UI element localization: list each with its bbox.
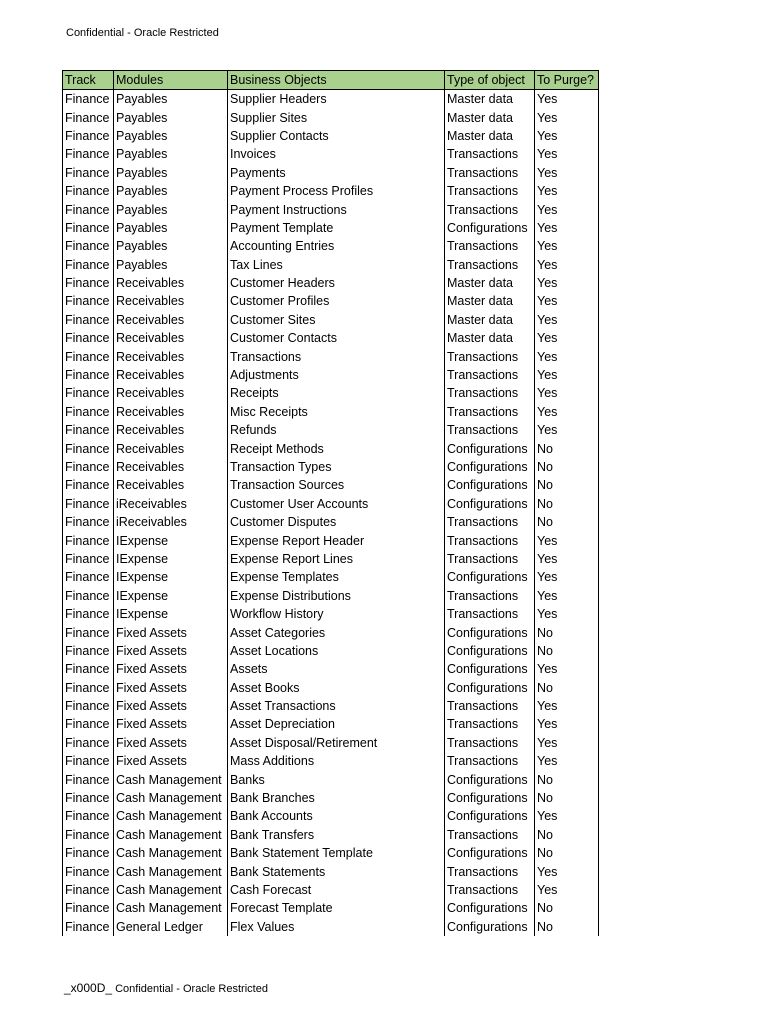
cell-business-object: Transaction Sources <box>228 476 445 494</box>
table-row <box>63 789 599 807</box>
cell-track: Finance <box>63 403 114 421</box>
cell-module: Receivables <box>114 366 228 384</box>
cell-object-type: Transactions <box>445 513 535 531</box>
cell-object-type: Configurations <box>445 219 535 237</box>
cell-business-object: Tax Lines <box>228 256 445 274</box>
column-header-to-purge: To Purge? <box>535 71 599 90</box>
cell-track: Finance <box>63 605 114 623</box>
table-row <box>63 734 599 752</box>
cell-business-object: Asset Depreciation <box>228 715 445 733</box>
table-row <box>63 715 599 733</box>
cell-track: Finance <box>63 164 114 182</box>
cell-track: Finance <box>63 439 114 457</box>
cell-module: Receivables <box>114 384 228 402</box>
cell-module: IExpense <box>114 568 228 586</box>
cell-module: Payables <box>114 182 228 200</box>
header-confidential-note: Confidential - Oracle Restricted <box>66 27 219 39</box>
cell-track: Finance <box>63 899 114 917</box>
table-row <box>63 770 599 788</box>
table-row <box>63 200 599 218</box>
table-row <box>63 752 599 770</box>
table-row <box>63 881 599 899</box>
cell-object-type: Transactions <box>445 826 535 844</box>
cell-module: Payables <box>114 237 228 255</box>
cell-module: Cash Management <box>114 899 228 917</box>
cell-module: Fixed Assets <box>114 752 228 770</box>
cell-business-object: Payment Process Profiles <box>228 182 445 200</box>
cell-to-purge: Yes <box>535 605 599 623</box>
table-header-row <box>63 71 599 90</box>
cell-to-purge: No <box>535 826 599 844</box>
column-header-type-of-object: Type of object <box>445 71 535 90</box>
cell-business-object: Invoices <box>228 145 445 163</box>
cell-object-type: Configurations <box>445 476 535 494</box>
cell-business-object: Customer Contacts <box>228 329 445 347</box>
cell-business-object: Flex Values <box>228 918 445 936</box>
cell-track: Finance <box>63 513 114 531</box>
cell-to-purge: Yes <box>535 807 599 825</box>
cell-business-object: Transaction Types <box>228 458 445 476</box>
table-row <box>63 256 599 274</box>
table-row <box>63 899 599 917</box>
cell-track: Finance <box>63 347 114 365</box>
cell-business-object: Bank Branches <box>228 789 445 807</box>
cell-track: Finance <box>63 807 114 825</box>
table-row <box>63 605 599 623</box>
table-row <box>63 679 599 697</box>
cell-module: Payables <box>114 256 228 274</box>
cell-object-type: Configurations <box>445 568 535 586</box>
cell-object-type: Configurations <box>445 899 535 917</box>
cell-to-purge: No <box>535 918 599 936</box>
cell-object-type: Transactions <box>445 531 535 549</box>
cell-to-purge: Yes <box>535 256 599 274</box>
cell-module: Receivables <box>114 311 228 329</box>
cell-object-type: Configurations <box>445 770 535 788</box>
footer-note <box>64 981 268 995</box>
cell-module: Payables <box>114 164 228 182</box>
cell-to-purge: No <box>535 642 599 660</box>
cell-track: Finance <box>63 421 114 439</box>
cell-track: Finance <box>63 660 114 678</box>
cell-to-purge: No <box>535 513 599 531</box>
cell-business-object: Payment Instructions <box>228 200 445 218</box>
cell-track: Finance <box>63 476 114 494</box>
cell-module: Cash Management <box>114 826 228 844</box>
table-row <box>63 697 599 715</box>
cell-module: Receivables <box>114 329 228 347</box>
cell-business-object: Customer Headers <box>228 274 445 292</box>
cell-object-type: Transactions <box>445 403 535 421</box>
cell-object-type: Transactions <box>445 256 535 274</box>
cell-to-purge: Yes <box>535 292 599 310</box>
cell-module: Payables <box>114 145 228 163</box>
cell-track: Finance <box>63 642 114 660</box>
cell-to-purge: No <box>535 439 599 457</box>
cell-module: General Ledger <box>114 918 228 936</box>
cell-track: Finance <box>63 826 114 844</box>
cell-object-type: Configurations <box>445 918 535 936</box>
cell-to-purge: Yes <box>535 403 599 421</box>
table-row <box>63 347 599 365</box>
cell-module: Fixed Assets <box>114 642 228 660</box>
cell-module: Fixed Assets <box>114 697 228 715</box>
cell-object-type: Master data <box>445 127 535 145</box>
table-row <box>63 513 599 531</box>
cell-module: Cash Management <box>114 807 228 825</box>
purge-objects-table <box>62 70 599 936</box>
table-row <box>63 807 599 825</box>
column-header-modules: Modules <box>114 71 228 90</box>
column-header-track: Track <box>63 71 114 90</box>
cell-module: Payables <box>114 108 228 126</box>
cell-to-purge: No <box>535 844 599 862</box>
cell-module: Cash Management <box>114 789 228 807</box>
table-row <box>63 292 599 310</box>
cell-business-object: Banks <box>228 770 445 788</box>
table-row <box>63 127 599 145</box>
cell-object-type: Transactions <box>445 734 535 752</box>
cell-object-type: Configurations <box>445 642 535 660</box>
cell-object-type: Transactions <box>445 881 535 899</box>
cell-business-object: Expense Templates <box>228 568 445 586</box>
cell-to-purge: Yes <box>535 660 599 678</box>
cell-object-type: Master data <box>445 292 535 310</box>
cell-to-purge: Yes <box>535 568 599 586</box>
cell-track: Finance <box>63 587 114 605</box>
cell-to-purge: Yes <box>535 550 599 568</box>
cell-object-type: Configurations <box>445 623 535 641</box>
cell-track: Finance <box>63 458 114 476</box>
cell-to-purge: Yes <box>535 587 599 605</box>
cell-module: Receivables <box>114 421 228 439</box>
cell-business-object: Adjustments <box>228 366 445 384</box>
cell-business-object: Supplier Contacts <box>228 127 445 145</box>
cell-track: Finance <box>63 292 114 310</box>
cell-module: Fixed Assets <box>114 679 228 697</box>
cell-module: Cash Management <box>114 844 228 862</box>
table-row <box>63 237 599 255</box>
table-row <box>63 145 599 163</box>
cell-business-object: Transactions <box>228 347 445 365</box>
cell-to-purge: No <box>535 495 599 513</box>
table-row <box>63 660 599 678</box>
footer-confidential-text: Confidential - Oracle Restricted <box>115 983 268 995</box>
cell-track: Finance <box>63 623 114 641</box>
table-row <box>63 844 599 862</box>
cell-track: Finance <box>63 200 114 218</box>
cell-module: Payables <box>114 219 228 237</box>
cell-module: Receivables <box>114 458 228 476</box>
cell-to-purge: Yes <box>535 697 599 715</box>
cell-track: Finance <box>63 145 114 163</box>
cell-track: Finance <box>63 862 114 880</box>
cell-module: iReceivables <box>114 513 228 531</box>
cell-business-object: Receipt Methods <box>228 439 445 457</box>
cell-business-object: Mass Additions <box>228 752 445 770</box>
cell-track: Finance <box>63 568 114 586</box>
cell-object-type: Master data <box>445 108 535 126</box>
cell-track: Finance <box>63 495 114 513</box>
table-row <box>63 311 599 329</box>
cell-object-type: Configurations <box>445 844 535 862</box>
table-row <box>63 108 599 126</box>
cell-business-object: Customer Sites <box>228 311 445 329</box>
cell-module: Cash Management <box>114 770 228 788</box>
cell-module: Fixed Assets <box>114 623 228 641</box>
table-row <box>63 826 599 844</box>
cell-business-object: Expense Report Header <box>228 531 445 549</box>
table-row <box>63 384 599 402</box>
cell-object-type: Transactions <box>445 145 535 163</box>
cell-object-type: Transactions <box>445 366 535 384</box>
table-row <box>63 274 599 292</box>
cell-to-purge: Yes <box>535 421 599 439</box>
cell-object-type: Configurations <box>445 807 535 825</box>
cell-module: Receivables <box>114 403 228 421</box>
cell-to-purge: Yes <box>535 164 599 182</box>
column-header-business-objects: Business Objects <box>228 71 445 90</box>
cell-to-purge: Yes <box>535 752 599 770</box>
cell-object-type: Transactions <box>445 237 535 255</box>
cell-module: Payables <box>114 90 228 109</box>
cell-module: Receivables <box>114 476 228 494</box>
cell-to-purge: No <box>535 899 599 917</box>
table-row <box>63 329 599 347</box>
cell-module: iReceivables <box>114 495 228 513</box>
cell-object-type: Master data <box>445 311 535 329</box>
cell-module: Fixed Assets <box>114 715 228 733</box>
cell-object-type: Transactions <box>445 164 535 182</box>
cell-track: Finance <box>63 844 114 862</box>
table-row <box>63 476 599 494</box>
table-row <box>63 421 599 439</box>
cell-to-purge: No <box>535 789 599 807</box>
cell-object-type: Configurations <box>445 495 535 513</box>
cell-business-object: Asset Locations <box>228 642 445 660</box>
cell-module: Receivables <box>114 347 228 365</box>
cell-track: Finance <box>63 274 114 292</box>
cell-object-type: Configurations <box>445 789 535 807</box>
cell-business-object: Asset Transactions <box>228 697 445 715</box>
cell-business-object: Payments <box>228 164 445 182</box>
cell-object-type: Transactions <box>445 347 535 365</box>
cell-track: Finance <box>63 311 114 329</box>
cell-to-purge: No <box>535 679 599 697</box>
cell-to-purge: No <box>535 476 599 494</box>
cell-track: Finance <box>63 770 114 788</box>
cell-track: Finance <box>63 127 114 145</box>
cell-business-object: Bank Statement Template <box>228 844 445 862</box>
cell-object-type: Transactions <box>445 697 535 715</box>
cell-module: Fixed Assets <box>114 660 228 678</box>
cell-object-type: Configurations <box>445 679 535 697</box>
cell-to-purge: Yes <box>535 182 599 200</box>
cell-object-type: Transactions <box>445 200 535 218</box>
cell-to-purge: Yes <box>535 384 599 402</box>
table-row <box>63 403 599 421</box>
cell-business-object: Bank Transfers <box>228 826 445 844</box>
cell-track: Finance <box>63 697 114 715</box>
table-row <box>63 862 599 880</box>
cell-business-object: Customer User Accounts <box>228 495 445 513</box>
cell-object-type: Transactions <box>445 605 535 623</box>
cell-to-purge: Yes <box>535 108 599 126</box>
cell-business-object: Expense Report Lines <box>228 550 445 568</box>
table-row <box>63 219 599 237</box>
table-row <box>63 182 599 200</box>
table-row <box>63 531 599 549</box>
cell-module: Receivables <box>114 439 228 457</box>
cell-business-object: Customer Disputes <box>228 513 445 531</box>
cell-to-purge: Yes <box>535 347 599 365</box>
cell-business-object: Supplier Sites <box>228 108 445 126</box>
cell-business-object: Asset Disposal/Retirement <box>228 734 445 752</box>
cell-module: Cash Management <box>114 881 228 899</box>
cell-business-object: Workflow History <box>228 605 445 623</box>
table-row <box>63 642 599 660</box>
cell-object-type: Configurations <box>445 458 535 476</box>
table-row <box>63 568 599 586</box>
cell-module: IExpense <box>114 605 228 623</box>
cell-to-purge: Yes <box>535 145 599 163</box>
cell-business-object: Assets <box>228 660 445 678</box>
cell-track: Finance <box>63 715 114 733</box>
cell-to-purge: Yes <box>535 311 599 329</box>
cell-business-object: Customer Profiles <box>228 292 445 310</box>
cell-business-object: Expense Distributions <box>228 587 445 605</box>
cell-track: Finance <box>63 734 114 752</box>
cell-module: IExpense <box>114 550 228 568</box>
table-body <box>63 90 599 936</box>
cell-track: Finance <box>63 550 114 568</box>
cell-track: Finance <box>63 752 114 770</box>
cell-object-type: Transactions <box>445 862 535 880</box>
table-row <box>63 366 599 384</box>
cell-business-object: Forecast Template <box>228 899 445 917</box>
cell-track: Finance <box>63 108 114 126</box>
cell-to-purge: Yes <box>535 329 599 347</box>
cell-object-type: Configurations <box>445 439 535 457</box>
cell-object-type: Configurations <box>445 660 535 678</box>
cell-to-purge: No <box>535 458 599 476</box>
cell-module: Fixed Assets <box>114 734 228 752</box>
cell-track: Finance <box>63 329 114 347</box>
cell-track: Finance <box>63 90 114 109</box>
table-row <box>63 918 599 936</box>
cell-track: Finance <box>63 679 114 697</box>
cell-business-object: Bank Accounts <box>228 807 445 825</box>
cell-business-object: Bank Statements <box>228 862 445 880</box>
cell-track: Finance <box>63 256 114 274</box>
cell-to-purge: Yes <box>535 274 599 292</box>
cell-module: IExpense <box>114 587 228 605</box>
cell-object-type: Transactions <box>445 715 535 733</box>
cell-to-purge: Yes <box>535 127 599 145</box>
cell-business-object: Refunds <box>228 421 445 439</box>
cell-module: Payables <box>114 127 228 145</box>
cell-object-type: Transactions <box>445 752 535 770</box>
cell-track: Finance <box>63 384 114 402</box>
cell-business-object: Misc Receipts <box>228 403 445 421</box>
cell-to-purge: Yes <box>535 862 599 880</box>
table-row <box>63 439 599 457</box>
cell-to-purge: Yes <box>535 734 599 752</box>
cell-to-purge: Yes <box>535 881 599 899</box>
cell-to-purge: Yes <box>535 219 599 237</box>
cell-track: Finance <box>63 366 114 384</box>
table-row <box>63 550 599 568</box>
cell-object-type: Transactions <box>445 587 535 605</box>
table-row <box>63 458 599 476</box>
cell-object-type: Transactions <box>445 550 535 568</box>
cell-to-purge: Yes <box>535 366 599 384</box>
cell-business-object: Asset Categories <box>228 623 445 641</box>
cell-object-type: Transactions <box>445 421 535 439</box>
cell-to-purge: Yes <box>535 531 599 549</box>
cell-object-type: Master data <box>445 274 535 292</box>
table-row <box>63 587 599 605</box>
cell-track: Finance <box>63 531 114 549</box>
cell-track: Finance <box>63 918 114 936</box>
cell-track: Finance <box>63 789 114 807</box>
cell-to-purge: Yes <box>535 237 599 255</box>
table-row <box>63 495 599 513</box>
table-row <box>63 623 599 641</box>
cell-track: Finance <box>63 881 114 899</box>
cell-track: Finance <box>63 182 114 200</box>
cell-object-type: Master data <box>445 90 535 109</box>
cell-module: Payables <box>114 200 228 218</box>
cell-track: Finance <box>63 237 114 255</box>
cell-business-object: Supplier Headers <box>228 90 445 109</box>
table-row <box>63 90 599 109</box>
cell-to-purge: No <box>535 623 599 641</box>
cell-business-object: Receipts <box>228 384 445 402</box>
cell-module: Receivables <box>114 292 228 310</box>
cell-object-type: Transactions <box>445 182 535 200</box>
cell-object-type: Transactions <box>445 384 535 402</box>
cell-to-purge: Yes <box>535 200 599 218</box>
cell-business-object: Accounting Entries <box>228 237 445 255</box>
table-row <box>63 164 599 182</box>
cell-object-type: Master data <box>445 329 535 347</box>
cell-to-purge: No <box>535 770 599 788</box>
cell-module: Cash Management <box>114 862 228 880</box>
cell-module: Receivables <box>114 274 228 292</box>
cell-to-purge: Yes <box>535 715 599 733</box>
cell-track: Finance <box>63 219 114 237</box>
cell-module: IExpense <box>114 531 228 549</box>
cell-business-object: Asset Books <box>228 679 445 697</box>
cell-to-purge: Yes <box>535 90 599 109</box>
footer-code: _x000D_ <box>64 981 113 995</box>
cell-business-object: Payment Template <box>228 219 445 237</box>
cell-business-object: Cash Forecast <box>228 881 445 899</box>
